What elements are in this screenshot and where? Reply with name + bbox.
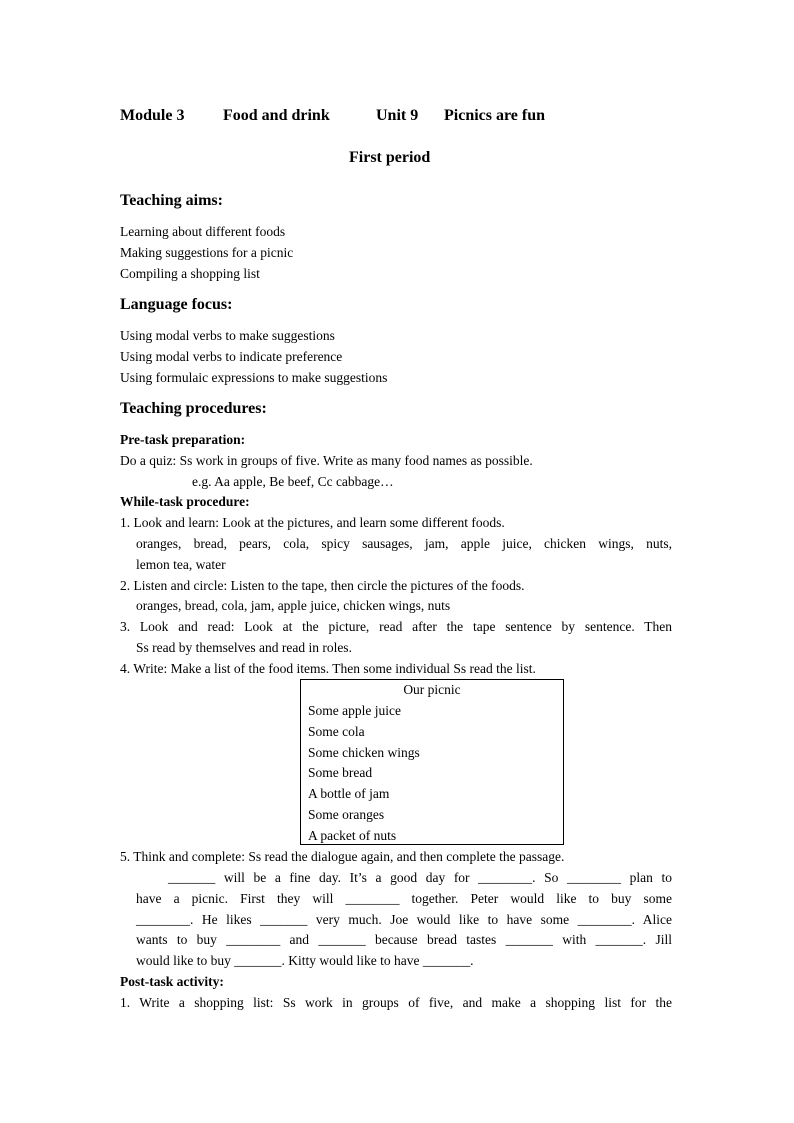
picnic-list-box — [300, 679, 564, 845]
focus-item: Using modal verbs to indicate preference — [120, 349, 343, 364]
picnic-list-item: Some cola — [308, 724, 365, 739]
pre-task-heading: Pre-task preparation: — [120, 432, 246, 447]
focus-item: Using modal verbs to make suggestions — [120, 328, 335, 343]
picnic-list-item: A bottle of jam — [308, 786, 390, 801]
step-5-passage: _______ will be a fine day. It’s a good day for ________. So ________ plan to — [168, 870, 672, 885]
step-1-line: 1. Look and learn: Look at the pictures, and learn some different foods. — [120, 515, 505, 530]
language-focus-heading: Language focus: — [120, 296, 233, 313]
pre-task-line: Do a quiz: Ss work in groups of five. Write as many food names as possible. — [120, 453, 533, 468]
module-title: Module 3 — [120, 107, 185, 124]
unit-name: Picnics are fun — [444, 107, 546, 124]
picnic-list-item: Some oranges — [308, 807, 385, 822]
picnic-list-item: Some chicken wings — [308, 745, 420, 760]
aim-item: Compiling a shopping list — [120, 266, 260, 281]
step-5-passage: have a picnic. First they will ________ together. Peter would like to buy some — [136, 891, 672, 906]
focus-item: Using formulaic expressions to make suggestions — [120, 370, 388, 385]
unit-title: Unit 9 — [376, 107, 419, 124]
step-5-passage: ________. He likes _______ very much. Joe would like to have some ________. Alice — [136, 912, 672, 927]
step-5-passage: would like to buy _______. Kitty would like to have _______. — [136, 953, 474, 968]
period-title: First period — [349, 149, 431, 166]
procedures-heading: Teaching procedures: — [120, 400, 267, 417]
pre-task-example: e.g. Aa apple, Be beef, Cc cabbage… — [192, 474, 394, 489]
step-2-line: 2. Listen and circle: Listen to the tape, then circle the pictures of the foods. — [120, 578, 525, 593]
post-task-line: 1. Write a shopping list: Ss work in groups of five, and make a shopping list for the — [120, 995, 672, 1010]
step-2-foods: oranges, bread, cola, jam, apple juice, chicken wings, nuts — [136, 598, 451, 613]
step-1-foods-cont: lemon tea, water — [136, 557, 226, 572]
teaching-aims-heading: Teaching aims: — [120, 192, 223, 209]
topic-title: Food and drink — [223, 107, 330, 124]
picnic-list-item: Some bread — [308, 765, 373, 780]
aim-item: Making suggestions for a picnic — [120, 245, 294, 260]
aim-item: Learning about different foods — [120, 224, 286, 239]
while-task-heading: While-task procedure: — [120, 494, 250, 509]
picnic-list-item: A packet of nuts — [308, 828, 397, 843]
step-3-line-cont: Ss read by themselves and read in roles. — [136, 640, 352, 655]
step-1-foods: oranges, bread, pears, cola, spicy sausages, jam, apple juice, chicken wings, nuts, — [136, 536, 672, 551]
picnic-list-title: Our picnic — [403, 682, 461, 697]
step-5-passage: wants to buy ________ and _______ because bread tastes _______ with _______. Jill — [136, 932, 672, 947]
picnic-list-item: Some apple juice — [308, 703, 401, 718]
step-3-line: 3. Look and read: Look at the picture, read after the tape sentence by sentence. Then — [120, 619, 672, 634]
step-4-line: 4. Write: Make a list of the food items. Then some individual Ss read the list. — [120, 661, 536, 676]
post-task-heading: Post-task activity: — [120, 974, 224, 989]
step-5-line: 5. Think and complete: Ss read the dialogue again, and then complete the passage. — [120, 849, 565, 864]
